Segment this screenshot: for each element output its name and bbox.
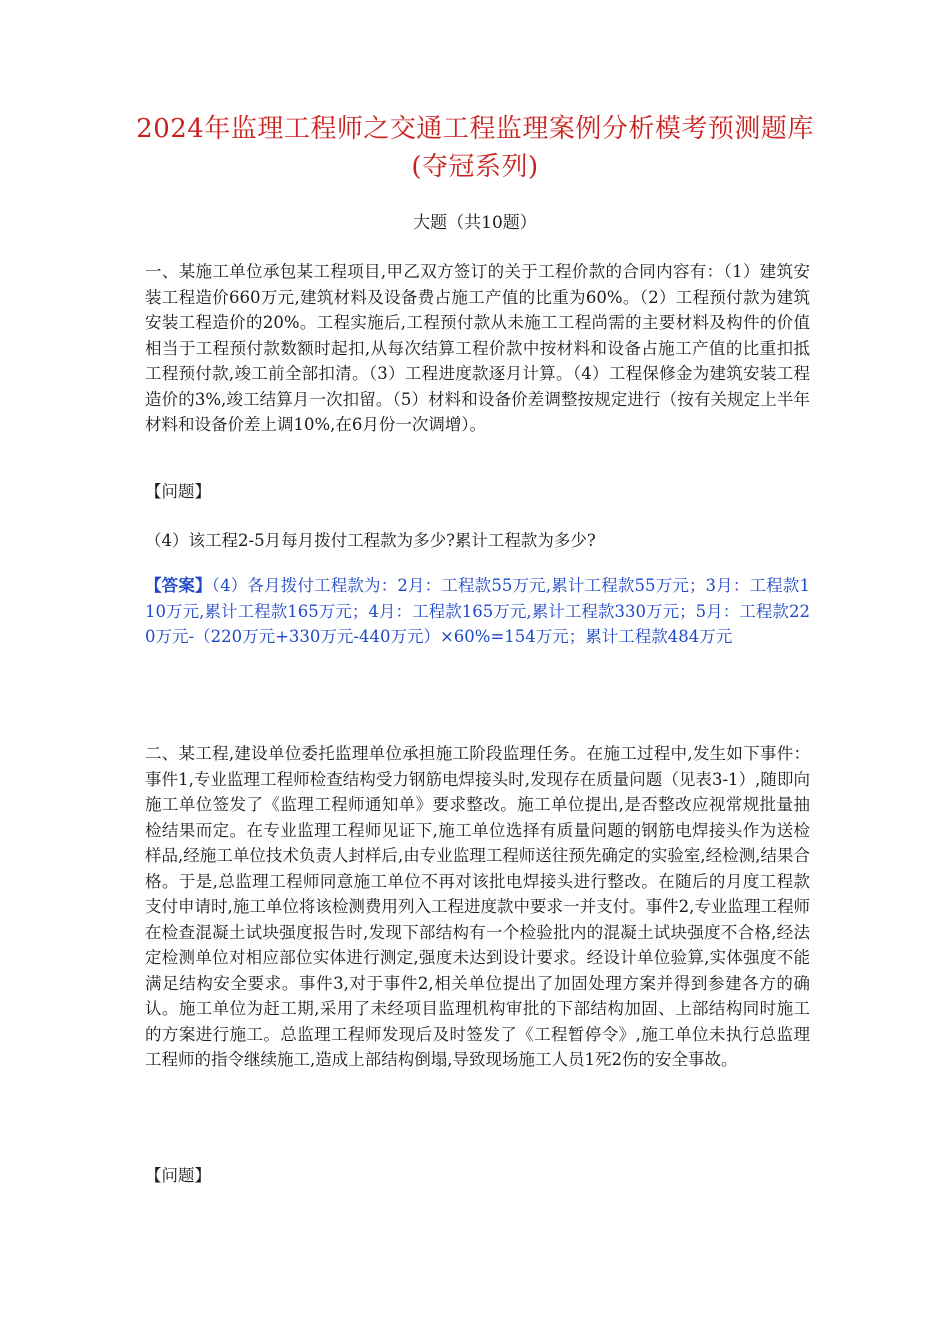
- question-1-body: 一、某施工单位承包某工程项目,甲乙双方签订的关于工程价款的合同内容有：（1）建筑安装工程造价660万元,建筑材料及设备费占施工产值的比重为60%。（2）工程预付款为建筑安装工程造价的20%。工程实施后,工程预付款从未施工工程尚需的主要材料及构件的价值相当于工程预付款数额时起扣,从每次结算工程价款中按材料和设备占施工产值的比重扣抵工程预付款,竣工前全部扣清。（3）工程进度款逐月计算。（4）工程保修金为建筑安装工程造价的3%,竣工结算月一次扣留。（5）材料和设备价差调整按规定进行（按有关规定上半年材料和设备价差上调10%,在6月份一次调增）。: [145, 262, 810, 434]
- question-1-answer: [145, 573, 810, 650]
- section-heading: 大题（共10题）: [413, 213, 537, 233]
- answer-text: （4）各月拨付工程款为：2月：工程款55万元,累计工程款55万元；3月：工程款110万元,累计工程款165万元；4月：工程款165万元,累计工程款330万元；5月：工程款220万元-（220万元+330万元-440万元）×60%=154万元；累计工程款484万元: [145, 576, 810, 646]
- question-1-prompt-label: 【问题】: [145, 482, 211, 501]
- document-title: 2024年监理工程师之交通工程监理案例分析模考预测题库(夺冠系列): [136, 114, 814, 182]
- question-2-body: 二、某工程,建设单位委托监理单位承担施工阶段监理任务。在施工过程中,发生如下事件：事件1,专业监理工程师检查结构受力钢筋电焊接头时,发现存在质量问题（见表3-1）,随即向施工单位签发了《监理工程师通知单》要求整改。施工单位提出,是否整改应视常规批量抽检结果而定。在专业监理工程师见证下,施工单位选择有质量问题的钢筋电焊接头作为送检样品,经施工单位技术负责人封样后,由专业监理工程师送往预先确定的实验室,经检测,结果合格。于是,总监理工程师同意施工单位不再对该批电焊接头进行整改。在随后的月度工程款支付申请时,施工单位将该检测费用列入工程进度款中要求一并支付。事件2,专业监理工程师在检查混凝土试块强度报告时,发现下部结构有一个检验批内的混凝土试块强度不合格,经法定检测单位对相应部位实体进行测定,强度未达到设计要求。经设计单位验算,实体强度不能满足结构安全要求。事件3,对于事件2,相关单位提出了加固处理方案并得到参建各方的确认。施工单位为赶工期,采用了未经项目监理机构审批的下部结构加固、上部结构同时施工的方案进行施工。总监理工程师发现后及时签发了《工程暂停令》,施工单位未执行总监理工程师的指令继续施工,造成上部结构倒塌,导致现场施工人员1死2伤的安全事故。: [145, 744, 810, 1069]
- question-2-prompt-label: 【问题】: [145, 1166, 211, 1185]
- answer-tag: 【答案】: [145, 576, 212, 595]
- question-1-prompt: （4）该工程2-5月每月拨付工程款为多少?累计工程款为多少?: [145, 531, 596, 550]
